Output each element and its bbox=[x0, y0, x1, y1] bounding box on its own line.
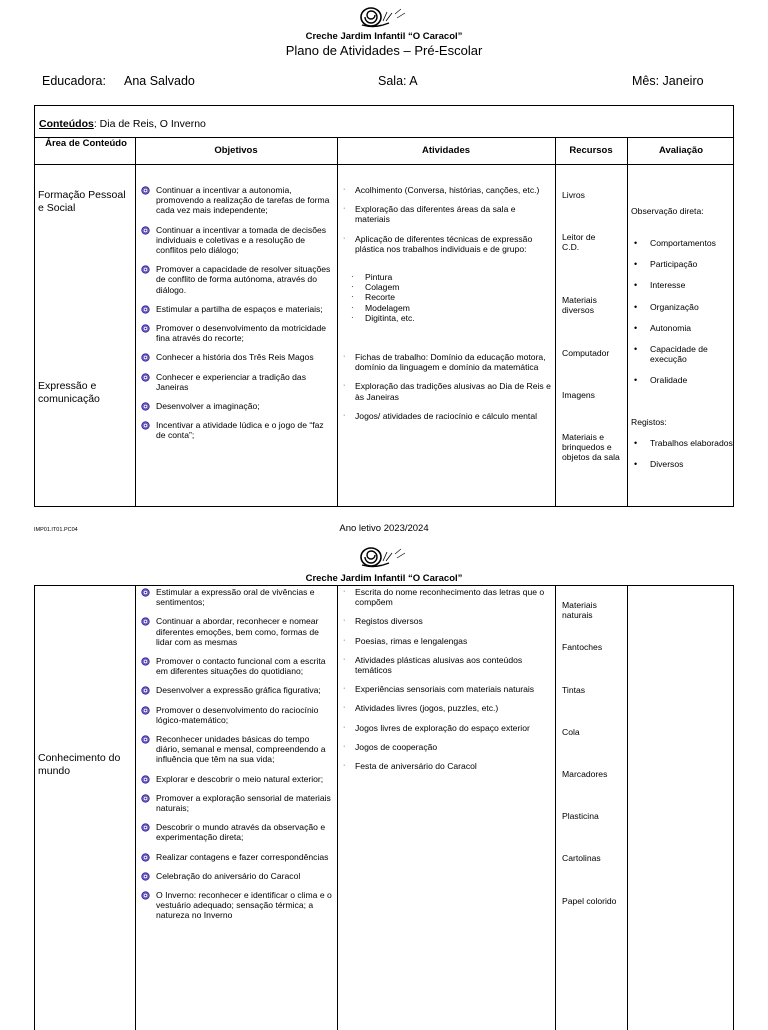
objective-item: Descobrir o mundo através da observação e experimentação direta; bbox=[137, 822, 333, 842]
bullet-icon: · bbox=[343, 636, 346, 644]
resource-images: Imagens bbox=[562, 390, 595, 400]
target-bullet-icon bbox=[141, 794, 150, 803]
bullet-icon: · bbox=[343, 742, 346, 750]
snail-logo bbox=[359, 546, 407, 568]
bullet-icon: · bbox=[343, 186, 346, 193]
eval-direct-list bbox=[631, 238, 735, 397]
bullet-icon: • bbox=[634, 280, 638, 291]
target-bullet-icon bbox=[141, 823, 150, 832]
activity-item: · Festa de aniversário do Caracol bbox=[343, 761, 477, 772]
resource-item: Tintas bbox=[562, 684, 586, 695]
bullet-icon: • bbox=[634, 344, 638, 355]
technique-item: · Pintura bbox=[351, 272, 393, 283]
bullet-icon: · bbox=[343, 685, 346, 693]
bullet-icon: · bbox=[343, 762, 346, 770]
target-bullet-icon bbox=[141, 353, 150, 362]
objective-item: Continuar a incentivar a tomada de decisões individuais e coletivas e a resolução de conflitos pelo diálogo; bbox=[137, 225, 333, 256]
resource-books: Livros bbox=[562, 190, 585, 200]
bullet-icon: • bbox=[634, 322, 638, 333]
target-bullet-icon bbox=[141, 775, 150, 784]
activities-list bbox=[339, 185, 551, 430]
bullet-icon: · bbox=[343, 655, 346, 663]
bullet-icon: · bbox=[343, 353, 346, 361]
bullet-icon: · bbox=[343, 617, 346, 625]
header-activities: Atividades bbox=[421, 145, 471, 156]
technique-item: · Modelagem bbox=[351, 302, 410, 313]
bullet-icon: • bbox=[634, 259, 638, 270]
records-item: • Diversos bbox=[634, 459, 684, 470]
target-bullet-icon bbox=[141, 657, 150, 666]
evaluation-item: • Participação bbox=[634, 259, 698, 270]
eval-records-list bbox=[631, 438, 735, 480]
evaluation-item: • Capacidade de execução bbox=[634, 344, 708, 365]
objective-item: Promover o contacto funcional com a escrita em diferentes situações do quotidiano; bbox=[137, 656, 333, 676]
target-bullet-icon bbox=[141, 421, 150, 430]
activity-item: · Atividades plásticas alusivas aos conteúdos temáticos bbox=[343, 654, 523, 676]
activity-item: · Jogos/ atividades de raciocínio e cálculo mental bbox=[343, 410, 538, 421]
header-area: Área de Conteúdo bbox=[45, 138, 127, 149]
contents-label: Conteúdos bbox=[39, 118, 94, 130]
bullet-icon: • bbox=[634, 438, 638, 448]
activity-item: · Acolhimento (Conversa, histórias, canções, etc.) bbox=[343, 185, 540, 195]
activities-table bbox=[34, 105, 734, 507]
objective-item: Reconhecer unidades básicas do tempo diário, semanal e mensal, compreendendo a influência que têm na sua vida; bbox=[137, 734, 333, 765]
resource-materials: Materiais diversos bbox=[562, 295, 597, 316]
teacher-name: Ana Salvado bbox=[124, 74, 195, 88]
activity-item: · Fichas de trabalho: Domínio da educação motora, domínio da linguagem e domínio da matemática bbox=[343, 352, 546, 373]
activity-item: · Registos diversos bbox=[343, 616, 423, 627]
technique-item: · Recorte bbox=[351, 292, 396, 303]
objective-item: O Inverno: reconhecer e identificar o clima e o vestuário adequado; sensação térmica; a natureza no Inverno bbox=[137, 890, 333, 921]
objective-item: Desenvolver a imaginação; bbox=[137, 401, 333, 411]
activity-item: · Exploração das diferentes áreas da sala e materiais bbox=[343, 204, 516, 225]
objective-item: Estimular a expressão oral de vivências e sentimentos; bbox=[137, 587, 333, 607]
school-year: Ano letivo 2023/2024 bbox=[339, 523, 429, 534]
bullet-icon: • bbox=[634, 238, 638, 248]
technique-item: · Digitinta, etc. bbox=[351, 312, 415, 323]
resources-list-2 bbox=[562, 600, 624, 938]
target-bullet-icon bbox=[141, 853, 150, 862]
target-bullet-icon bbox=[141, 226, 150, 235]
objective-item: Promover o desenvolvimento da motricidade fina através do recorte; bbox=[137, 323, 333, 343]
activity-item: · Experiências sensoriais com materiais naturais bbox=[343, 684, 535, 695]
objectives-list-2 bbox=[137, 587, 333, 930]
bullet-icon: · bbox=[343, 382, 346, 390]
bullet-icon: · bbox=[343, 704, 346, 712]
target-bullet-icon bbox=[141, 265, 150, 274]
plan-title: Plano de Atividades – Pré-Escolar bbox=[285, 43, 483, 58]
activities-list-2 bbox=[339, 587, 551, 780]
contents-value: : Dia de Reis, O Inverno bbox=[93, 118, 206, 130]
target-bullet-icon bbox=[141, 373, 150, 382]
activity-item: · Poesias, rimas e lengalengas bbox=[343, 635, 468, 646]
records-item: • Trabalhos elaborados bbox=[634, 438, 733, 448]
target-bullet-icon bbox=[141, 735, 150, 744]
month-label: Mês: Janeiro bbox=[632, 74, 704, 88]
resource-cd-player: Leitor de C.D. bbox=[562, 232, 596, 253]
evaluation-item: • Interesse bbox=[634, 280, 686, 291]
snail-logo bbox=[359, 6, 407, 28]
objective-item: Conhecer e experienciar a tradição das Janeiras bbox=[137, 372, 333, 392]
area-personal-social: Formação Pessoal e Social bbox=[38, 189, 126, 214]
bullet-icon: · bbox=[343, 234, 346, 242]
resource-room-objects: Materiais e brinquedos e objetos da sala bbox=[562, 432, 620, 463]
school-name: Creche Jardim Infantil “O Caracol” bbox=[305, 573, 463, 584]
teacher-label: Educadora: bbox=[42, 74, 106, 88]
bullet-icon: · bbox=[351, 292, 354, 302]
objective-item: Promover a exploração sensorial de materiais naturais; bbox=[137, 793, 333, 813]
eval-records-label: Registos: bbox=[631, 417, 667, 427]
document-code: IMP01.IT01.PC04 bbox=[34, 527, 78, 533]
resource-item: Cola bbox=[562, 726, 580, 737]
evaluation-item: • Oralidade bbox=[634, 375, 688, 386]
header-evaluation: Avaliação bbox=[658, 145, 703, 156]
bullet-icon: · bbox=[351, 282, 354, 292]
resource-item: Materiais naturais bbox=[562, 600, 597, 621]
objective-item: Estimular a partilha de espaços e materiais; bbox=[137, 304, 333, 314]
target-bullet-icon bbox=[141, 872, 150, 881]
activities-table-continued bbox=[34, 585, 734, 1030]
activity-item: · Atividades livres (jogos, puzzles, etc.) bbox=[343, 703, 499, 714]
evaluation-item: • Autonomia bbox=[634, 322, 692, 333]
resource-item: Papel colorido bbox=[562, 895, 617, 906]
objective-item: Desenvolver a expressão gráfica figurativa; bbox=[137, 685, 333, 695]
bullet-icon: • bbox=[634, 301, 638, 312]
evaluation-item: • Comportamentos bbox=[634, 238, 716, 248]
activity-item: · Aplicação de diferentes técnicas de expressão plástica nos trabalhos individuais e de grupo: bbox=[343, 233, 533, 254]
bullet-icon: • bbox=[634, 375, 638, 386]
target-bullet-icon bbox=[141, 706, 150, 715]
target-bullet-icon bbox=[141, 617, 150, 626]
activity-item: · Exploração das tradições alusivas ao Dia de Reis e às Janeiras bbox=[343, 381, 551, 402]
bullet-icon: · bbox=[343, 723, 346, 731]
bullet-icon: · bbox=[351, 272, 354, 282]
area-expression: Expressão e comunicação bbox=[38, 380, 100, 405]
area-world-knowledge: Conhecimento do mundo bbox=[38, 752, 121, 777]
bullet-icon: · bbox=[351, 302, 354, 312]
bullet-icon: · bbox=[343, 411, 346, 419]
contents-row bbox=[39, 119, 206, 129]
bullet-icon: · bbox=[343, 205, 346, 213]
bullet-icon: · bbox=[343, 588, 346, 595]
resource-computer: Computador bbox=[562, 348, 610, 358]
bullet-icon: • bbox=[634, 459, 638, 470]
resource-item: Plasticina bbox=[562, 811, 599, 822]
target-bullet-icon bbox=[141, 186, 150, 195]
evaluation-item: • Organização bbox=[634, 301, 699, 312]
header-objectives: Objetivos bbox=[214, 145, 258, 156]
objective-item: Continuar a incentivar a autonomia, promovendo a realização de tarefas de forma cada vez mais independente; bbox=[137, 185, 333, 216]
objective-item: Continuar a abordar, reconhecer e nomear diferentes emoções, bem como, formas de lidar com as mesmas bbox=[137, 616, 333, 647]
objective-item: Conhecer a história dos Três Reis Magos bbox=[137, 352, 333, 362]
technique-item: · Colagem bbox=[351, 282, 400, 293]
activity-item: · Jogos livres de exploração do espaço exterior bbox=[343, 722, 530, 733]
target-bullet-icon bbox=[141, 588, 150, 597]
target-bullet-icon bbox=[141, 305, 150, 314]
resource-item: Marcadores bbox=[562, 769, 608, 780]
school-name: Creche Jardim Infantil “O Caracol” bbox=[305, 31, 463, 42]
activity-item: · Jogos de cooperação bbox=[343, 741, 438, 752]
objective-item: Realizar contagens e fazer correspondências bbox=[137, 852, 333, 862]
objective-item: Explorar e descobrir o meio natural exterior; bbox=[137, 774, 333, 784]
resource-item: Fantoches bbox=[562, 642, 603, 653]
room-label: Sala: A bbox=[378, 74, 418, 88]
header-resources: Recursos bbox=[569, 145, 613, 156]
target-bullet-icon bbox=[141, 402, 150, 411]
resource-item: Cartolinas bbox=[562, 853, 601, 864]
target-bullet-icon bbox=[141, 686, 150, 695]
objective-item: Incentivar a atividade lúdica e o jogo de “faz de conta”; bbox=[137, 420, 333, 440]
eval-direct-label: Observação direta: bbox=[631, 206, 704, 216]
target-bullet-icon bbox=[141, 324, 150, 333]
objective-item: Celebração do aniversário do Caracol bbox=[137, 871, 333, 881]
target-bullet-icon bbox=[141, 891, 150, 900]
bullet-icon: · bbox=[351, 312, 354, 322]
activity-item: · Escrita do nome reconhecimento das letras que o compõem bbox=[343, 587, 545, 608]
objective-item: Promover o desenvolvimento do raciocínio lógico-matemático; bbox=[137, 705, 333, 725]
objectives-list bbox=[137, 185, 333, 450]
objective-item: Promover a capacidade de resolver situações de conflito de forma autónoma, através do diálogo. bbox=[137, 264, 333, 295]
